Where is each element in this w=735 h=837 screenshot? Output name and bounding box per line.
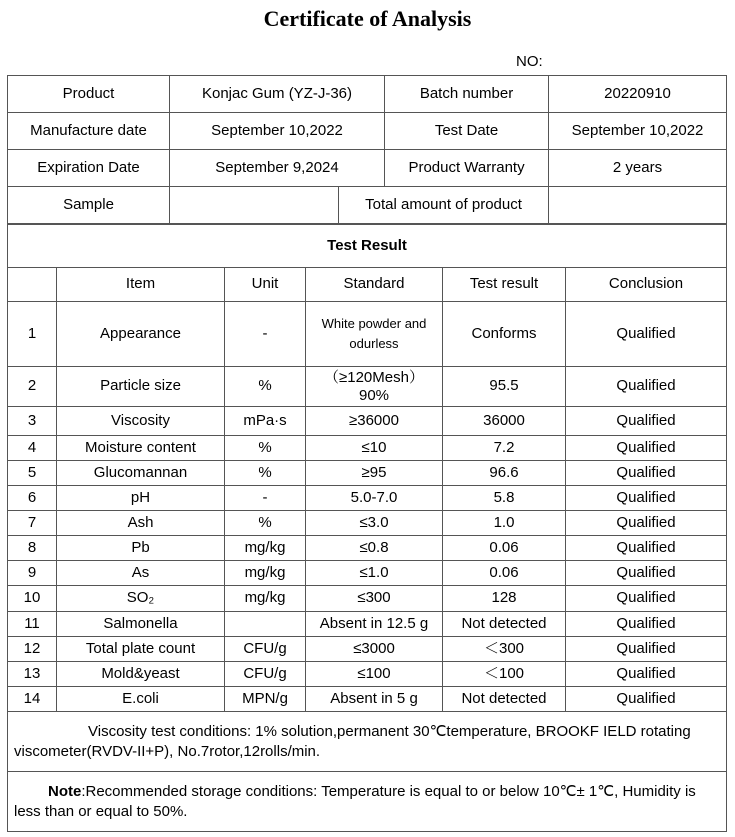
batch-number-label: Batch number	[385, 76, 549, 113]
row-number: 1	[8, 302, 57, 367]
row-conclusion: Qualified	[566, 511, 727, 536]
row-item: Mold&yeast	[57, 662, 225, 687]
row-conclusion: Qualified	[566, 561, 727, 586]
storage-note	[8, 772, 727, 832]
row-item: Appearance	[57, 302, 225, 367]
row-item: Salmonella	[57, 612, 225, 637]
row-item: E.coli	[57, 687, 225, 712]
header-item: Item	[57, 268, 225, 302]
row-standard: White powder and odurless	[306, 302, 443, 367]
row-item: Particle size	[57, 367, 225, 407]
table-row	[8, 407, 727, 436]
row-test-result: 1.0	[443, 511, 566, 536]
table-header-row	[8, 268, 727, 302]
row-item: Viscosity	[57, 407, 225, 436]
row-standard: ≤0.8	[306, 536, 443, 561]
row-conclusion: Qualified	[566, 612, 727, 637]
row-standard: Absent in 12.5 g	[306, 612, 443, 637]
row-number: 2	[8, 367, 57, 407]
expiration-date-value: September 9,2024	[170, 150, 385, 187]
row-unit: %	[225, 367, 306, 407]
row-unit: %	[225, 461, 306, 486]
row-standard: ≤100	[306, 662, 443, 687]
table-row	[8, 461, 727, 486]
product-label: Product	[8, 76, 170, 113]
row-conclusion: Qualified	[566, 486, 727, 511]
row-test-result: Not detected	[443, 612, 566, 637]
row-test-result: 7.2	[443, 436, 566, 461]
header-standard: Standard	[306, 268, 443, 302]
product-value: Konjac Gum (YZ-J-36)	[170, 76, 385, 113]
table-row	[8, 637, 727, 662]
table-row	[8, 612, 727, 637]
document-title: Certificate of Analysis	[263, 6, 472, 31]
table-row	[8, 302, 727, 367]
row-conclusion: Qualified	[566, 461, 727, 486]
total-amount-value	[549, 187, 727, 224]
row-test-result: 95.5	[443, 367, 566, 407]
table-row	[8, 586, 727, 612]
row-number: 8	[8, 536, 57, 561]
row-conclusion: Qualified	[566, 687, 727, 712]
row-conclusion: Qualified	[566, 367, 727, 407]
row-unit: CFU/g	[225, 662, 306, 687]
row-unit: -	[225, 486, 306, 511]
row-number: 7	[8, 511, 57, 536]
row-test-result: 96.6	[443, 461, 566, 486]
row-item: pH	[57, 486, 225, 511]
table-row	[8, 367, 727, 407]
row-number: 10	[8, 586, 57, 612]
row-number: 14	[8, 687, 57, 712]
row-test-result: Not detected	[443, 687, 566, 712]
row-standard	[306, 367, 443, 407]
row-unit: -	[225, 302, 306, 367]
batch-number-value: 20220910	[549, 76, 727, 113]
row-test-result: 36000	[443, 407, 566, 436]
row-standard: ≤3.0	[306, 511, 443, 536]
row-standard: ≤300	[306, 586, 443, 612]
row-number: 9	[8, 561, 57, 586]
row-item: As	[57, 561, 225, 586]
table-row	[8, 436, 727, 461]
row-number: 13	[8, 662, 57, 687]
product-info-table	[7, 75, 727, 224]
row-conclusion: Qualified	[566, 436, 727, 461]
row-unit: MPN/g	[225, 687, 306, 712]
row-standard: ≥36000	[306, 407, 443, 436]
header-number	[8, 268, 57, 302]
table-row	[8, 561, 727, 586]
test-result-table	[7, 224, 727, 832]
row-test-result: ＜100	[443, 662, 566, 687]
table-row	[8, 511, 727, 536]
sample-label: Sample	[8, 187, 170, 224]
product-warranty-label: Product Warranty	[385, 150, 549, 187]
manufacture-date-value: September 10,2022	[170, 113, 385, 150]
row-number: 3	[8, 407, 57, 436]
row-unit: mg/kg	[225, 586, 306, 612]
expiration-date-label: Expiration Date	[8, 150, 170, 187]
note-label: Note	[48, 782, 82, 800]
row-number: 4	[8, 436, 57, 461]
row-conclusion: Qualified	[566, 662, 727, 687]
header-test-result: Test result	[443, 268, 566, 302]
row-unit: %	[225, 511, 306, 536]
row-test-result: 0.06	[443, 536, 566, 561]
note-text: :Recommended storage conditions: Temperature is equal to or below 10℃± 1℃, Humidity is less than or equal to 50%.	[14, 782, 696, 820]
row-standard: Absent in 5 g	[306, 687, 443, 712]
row-conclusion: Qualified	[566, 536, 727, 561]
row-unit: mPa·s	[225, 407, 306, 436]
table-row	[8, 486, 727, 511]
row-item: Moisture content	[57, 436, 225, 461]
row-item: Total plate count	[57, 637, 225, 662]
row-number: 6	[8, 486, 57, 511]
row-conclusion: Qualified	[566, 637, 727, 662]
row-standard: ≥95	[306, 461, 443, 486]
row-item: Pb	[57, 536, 225, 561]
row-test-result: 5.8	[443, 486, 566, 511]
row-item: SO₂	[57, 586, 225, 612]
total-amount-label: Total amount of product	[339, 187, 549, 224]
test-date-value: September 10,2022	[549, 113, 727, 150]
viscosity-test-conditions: Viscosity test conditions: 1% solution,permanent 30℃temperature, BROOKF IELD rotating viscometer(RVDV-II+P), No.7rotor,12rolls/min.	[8, 712, 727, 772]
test-result-heading: Test Result	[8, 225, 727, 268]
row-item: Ash	[57, 511, 225, 536]
row-item: Glucomannan	[57, 461, 225, 486]
row-number: 12	[8, 637, 57, 662]
document-number-label: NO:	[516, 53, 543, 70]
row-test-result: 128	[443, 586, 566, 612]
table-row	[8, 662, 727, 687]
table-row	[8, 687, 727, 712]
manufacture-date-label: Manufacture date	[8, 113, 170, 150]
row-conclusion: Qualified	[566, 586, 727, 612]
row-standard: ≤10	[306, 436, 443, 461]
row-unit: %	[225, 436, 306, 461]
row-test-result: 0.06	[443, 561, 566, 586]
row-standard-line1: （≥120Mesh）	[324, 368, 424, 386]
table-row	[8, 536, 727, 561]
row-number: 11	[8, 612, 57, 637]
product-warranty-value: 2 years	[549, 150, 727, 187]
row-standard-line2: 90%	[358, 386, 390, 404]
sample-value	[170, 187, 339, 224]
row-unit: CFU/g	[225, 637, 306, 662]
row-test-result: ＜300	[443, 637, 566, 662]
row-unit: mg/kg	[225, 561, 306, 586]
row-unit	[225, 612, 306, 637]
row-conclusion: Qualified	[566, 407, 727, 436]
row-conclusion: Qualified	[566, 302, 727, 367]
test-date-label: Test Date	[385, 113, 549, 150]
row-number: 5	[8, 461, 57, 486]
row-standard: 5.0-7.0	[306, 486, 443, 511]
row-standard: ≤1.0	[306, 561, 443, 586]
header-unit: Unit	[225, 268, 306, 302]
header-conclusion: Conclusion	[566, 268, 727, 302]
row-test-result: Conforms	[443, 302, 566, 367]
row-standard: ≤3000	[306, 637, 443, 662]
row-unit: mg/kg	[225, 536, 306, 561]
